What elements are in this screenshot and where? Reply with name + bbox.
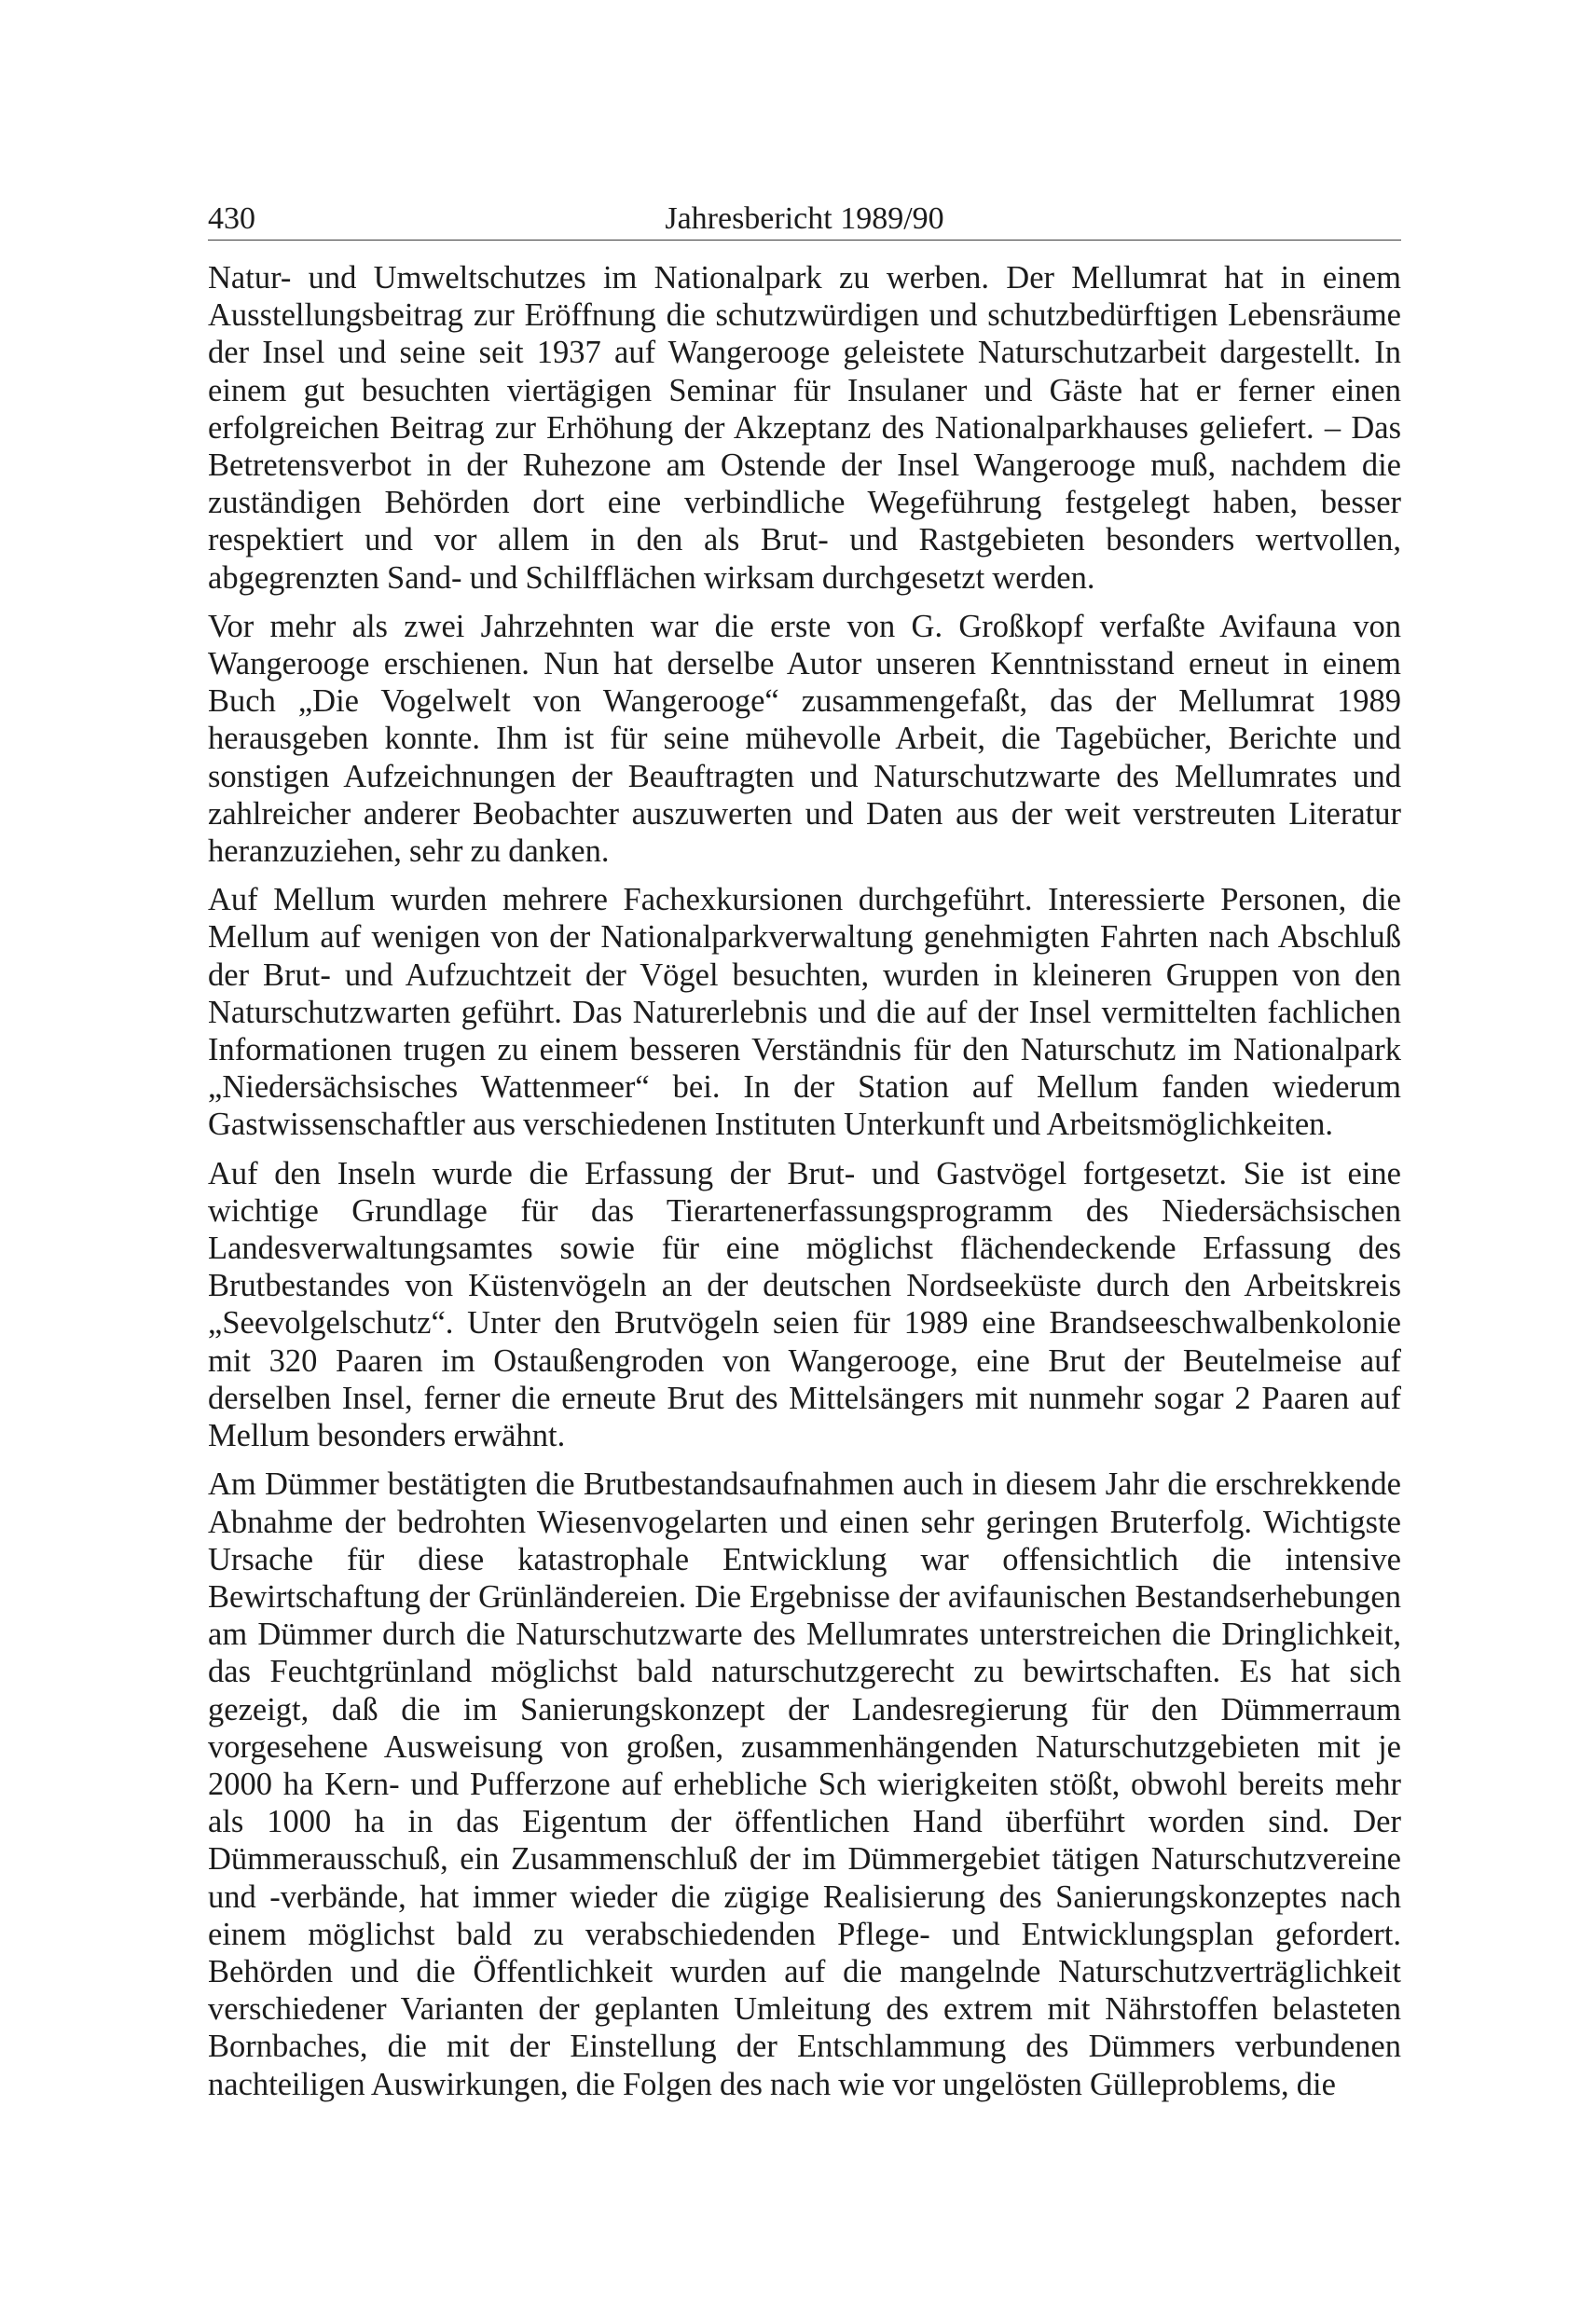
- body-text: [208, 259, 1401, 2103]
- running-title: Jahresbericht 1989/90: [665, 201, 944, 236]
- document-page: [208, 191, 1401, 2114]
- paragraph-1: Natur- und Umweltschutzes im Nationalpark zu werben. Der Mellumrat hat in einem Ausstellungsbeitrag zur Eröffnung die schutzwürdigen und schutzbedürftigen Lebensräume der Insel und seine seit 1937 auf Wangerooge geleistete Naturschutzarbeit dargestellt. In einem gut besuchten viertägigen Seminar für Insulaner und Gäste hat er ferner einen erfolgreichen Beitrag zur Erhöhung der Akzeptanz des Nationalparkhauses geliefert. – Das Betretensverbot in der Ruhezone am Ostende der Insel Wangerooge muß, nachdem die zuständigen Behörden dort eine verbindliche Wegeführung festgelegt haben, besser respektiert und vor allem in den als Brut- und Rastgebieten besonders wertvollen, abgegrenzten Sand- und Schilfflächen wirksam durchgesetzt werden.: [208, 260, 1401, 596]
- paragraph-5: Am Dümmer bestätigten die Brutbestandsaufnahmen auch in diesem Jahr die erschrekkende Abnahme der bedrohten Wiesenvogelarten und einen sehr geringen Bruterfolg. Wichtigste Ursache für diese katastrophale Entwicklung war offensichtlich die intensive Bewirtschaftung der Grünländereien. Die Ergebnisse der avifaunischen Bestandserhebungen am Dümmer durch die Naturschutzwarte des Mellumrates unterstreichen die Dringlichkeit, das Feuchtgrünland möglichst bald naturschutzgerecht zu bewirtschaften. Es hat sich gezeigt, daß die im Sanierungskonzept der Landesregierung für den Dümmerraum vorgesehene Ausweisung von großen, zusammenhängenden Naturschutzgebieten mit je 2000 ha Kern- und Pufferzone auf erhebliche Sch wierigkeiten stößt, obwohl bereits mehr als 1000 ha in das Eigentum der öffentlichen Hand überführt worden sind. Der Dümmerausschuß, ein Zusammenschluß der im Dümmergebiet tätigen Naturschutzvereine und -verbände, hat immer wieder die zügige Realisierung des Sanierungskonzeptes nach einem möglichst bald zu verabschiedenden Pflege- und Entwicklungsplan gefordert. Behörden und die Öffentlichkeit wurden auf die mangelnde Naturschutzverträglichkeit verschiedener Varianten der geplanten Umleitung des extrem mit Nährstoffen belasteten Bornbaches, die mit der Einstellung der Entschlammung des Dümmers verbundenen nachteiligen Auswirkungen, die Folgen des nach wie vor ungelösten Gülleproblems, die: [208, 1466, 1401, 2102]
- paragraph-4: Auf den Inseln wurde die Erfassung der Brut- und Gastvögel fortgesetzt. Sie ist eine wichtige Grundlage für das Tierartenerfassungsprogramm des Niedersächsischen Landesverwaltungsamtes sowie für eine möglichst flächendeckende Erfassung des Brutbestandes von Küstenvögeln an der deutschen Nordseeküste durch den Arbeitskreis „Seevolgelschutz“. Unter den Brutvögeln seien für 1989 eine Brandseeschwalbenkolonie mit 320 Paaren im Ostaußengroden von Wangerooge, eine Brut der Beutelmeise auf derselben Insel, ferner die erneute Brut des Mittelsängers mit nunmehr sogar 2 Paaren auf Mellum besonders erwähnt.: [208, 1155, 1401, 1454]
- page-number: 430: [208, 201, 255, 236]
- paragraph-2: Vor mehr als zwei Jahrzehnten war die erste von G. Großkopf verfaßte Avifauna von Wangerooge erschienen. Nun hat derselbe Autor unseren Kenntnisstand erneut in einem Buch „Die Vogelwelt von Wangerooge“ zusammengefaßt, das der Mellumrat 1989 herausgeben konnte. Ihm ist für seine mühevolle Arbeit, die Tagebücher, Berichte und sonstigen Aufzeichnungen der Beauftragten und Naturschutzwarte des Mellumrates und zahlreicher anderer Beobachter auszuwerten und Daten aus der weit verstreuten Literatur heranzuziehen, sehr zu danken.: [208, 608, 1401, 870]
- paragraph-3: Auf Mellum wurden mehrere Fachexkursionen durchgeführt. Interessierte Personen, die Mellum auf wenigen von der Nationalparkverwaltung genehmigten Fahrten nach Abschluß der Brut- und Aufzuchtzeit der Vögel besuchten, wurden in kleineren Gruppen von den Naturschutzwarten geführt. Das Naturerlebnis und die auf der Insel vermittelten fachlichen Informationen trugen zu einem besseren Verständnis für den Naturschutz im Nationalpark „Niedersächsisches Wattenmeer“ bei. In der Station auf Mellum fanden wiederum Gastwissenschaftler aus verschiedenen Instituten Unterkunft und Arbeitsmöglichkeiten.: [208, 882, 1401, 1143]
- running-header: [208, 191, 1401, 241]
